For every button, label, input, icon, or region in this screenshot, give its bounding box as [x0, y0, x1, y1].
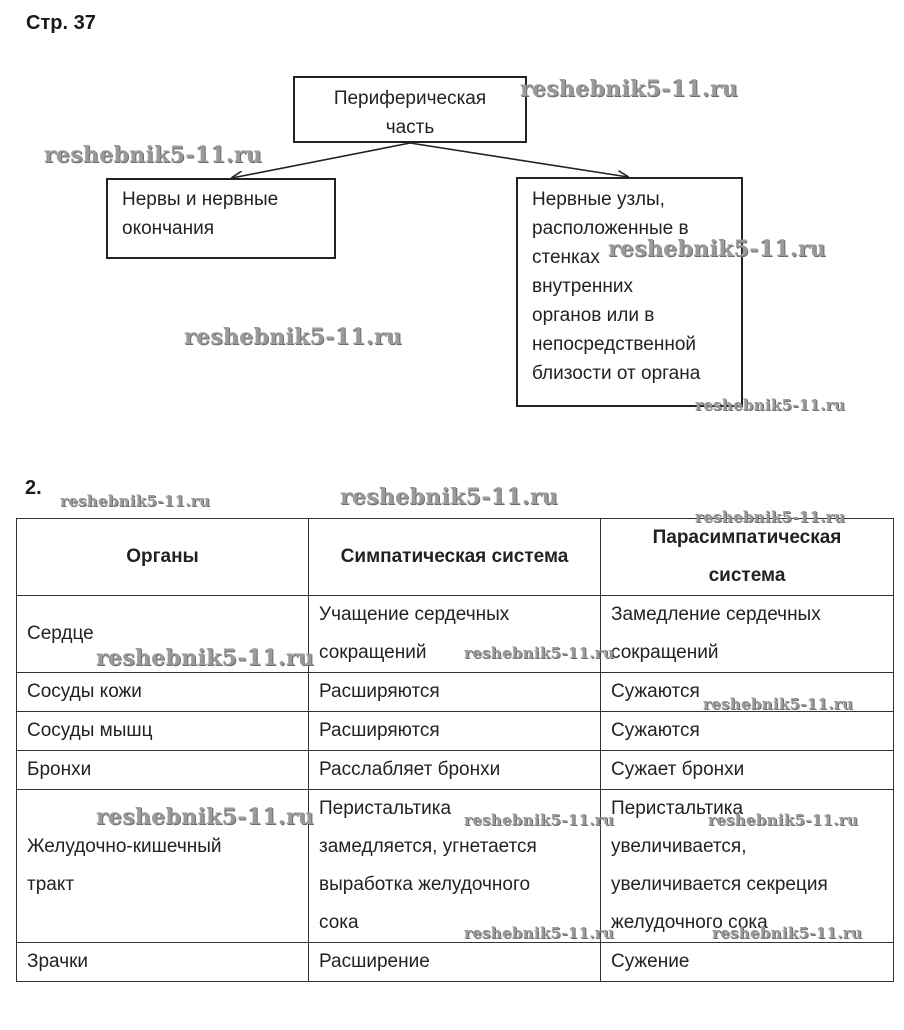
cell-parasympathetic: Сужение — [601, 943, 894, 982]
watermark: reshebnik5-11.ru — [712, 924, 863, 942]
cell-organ: Сердце — [17, 596, 309, 673]
cell-sympathetic: Перистальтика замедляется, угнетается выработка желудочного сока — [309, 790, 601, 943]
diagram-right-text: Нервные узлы, расположенные в стенках внутренних органов или в непосредственной близости от органа — [532, 189, 701, 384]
watermark: reshebnik5-11.ru — [184, 324, 403, 350]
watermark: reshebnik5-11.ru — [464, 924, 615, 942]
watermark: reshebnik5-11.ru — [708, 811, 859, 829]
cell-sympathetic: Расширение — [309, 943, 601, 982]
header-parasympathetic: Парасимпатическая система — [601, 519, 894, 596]
cell-organ: Бронхи — [17, 751, 309, 790]
diagram-left-text: Нервы и нервные окончания — [122, 189, 279, 239]
diagram-root-text: Периферическая часть — [333, 88, 487, 138]
table-row — [17, 751, 894, 790]
watermark: reshebnik5-11.ru — [608, 236, 827, 262]
watermark: reshebnik5-11.ru — [340, 484, 559, 510]
cell-organ: Зрачки — [17, 943, 309, 982]
cell-sympathetic: Учащение сердечных сокращений — [309, 596, 601, 673]
watermark: reshebnik5-11.ru — [703, 695, 854, 713]
organs-table — [16, 518, 894, 982]
cell-parasympathetic: Сужаются — [601, 673, 894, 712]
cell-parasympathetic: Сужаются — [601, 712, 894, 751]
watermark: reshebnik5-11.ru — [96, 804, 315, 830]
watermark: reshebnik5-11.ru — [60, 492, 211, 510]
table-row — [17, 712, 894, 751]
cell-sympathetic: Расслабляет бронхи — [309, 751, 601, 790]
watermark: reshebnik5-11.ru — [96, 645, 315, 671]
table-row — [17, 943, 894, 982]
cell-sympathetic: Расширяются — [309, 712, 601, 751]
cell-organ: Сосуды мышц — [17, 712, 309, 751]
watermark: reshebnik5-11.ru — [464, 644, 615, 662]
watermark: reshebnik5-11.ru — [44, 142, 263, 168]
header-sympathetic: Симпатическая система — [309, 519, 601, 596]
page-label: Стр. 37 — [26, 12, 96, 34]
watermark: reshebnik5-11.ru — [464, 811, 615, 829]
cell-organ: Сосуды кожи — [17, 673, 309, 712]
cell-sympathetic: Расширяются — [309, 673, 601, 712]
watermark: reshebnik5-11.ru — [520, 76, 739, 102]
task-label: 2. — [25, 477, 42, 499]
cell-parasympathetic: Перистальтика увеличивается, увеличивается секреция желудочного сока — [601, 790, 894, 943]
table-header-row — [17, 519, 894, 596]
header-organs: Органы — [17, 519, 309, 596]
cell-parasympathetic: Сужает бронхи — [601, 751, 894, 790]
diagram-root-box — [293, 76, 527, 143]
diagram-left-box — [106, 178, 336, 259]
watermark: reshebnik5-11.ru — [695, 396, 846, 414]
cell-parasympathetic: Замедление сердечных сокращений — [601, 596, 894, 673]
watermark: reshebnik5-11.ru — [695, 508, 846, 526]
cell-organ: Желудочно-кишечный тракт — [17, 790, 309, 943]
arrow-to-right-box — [410, 143, 628, 177]
diagram-right-box — [516, 177, 743, 407]
